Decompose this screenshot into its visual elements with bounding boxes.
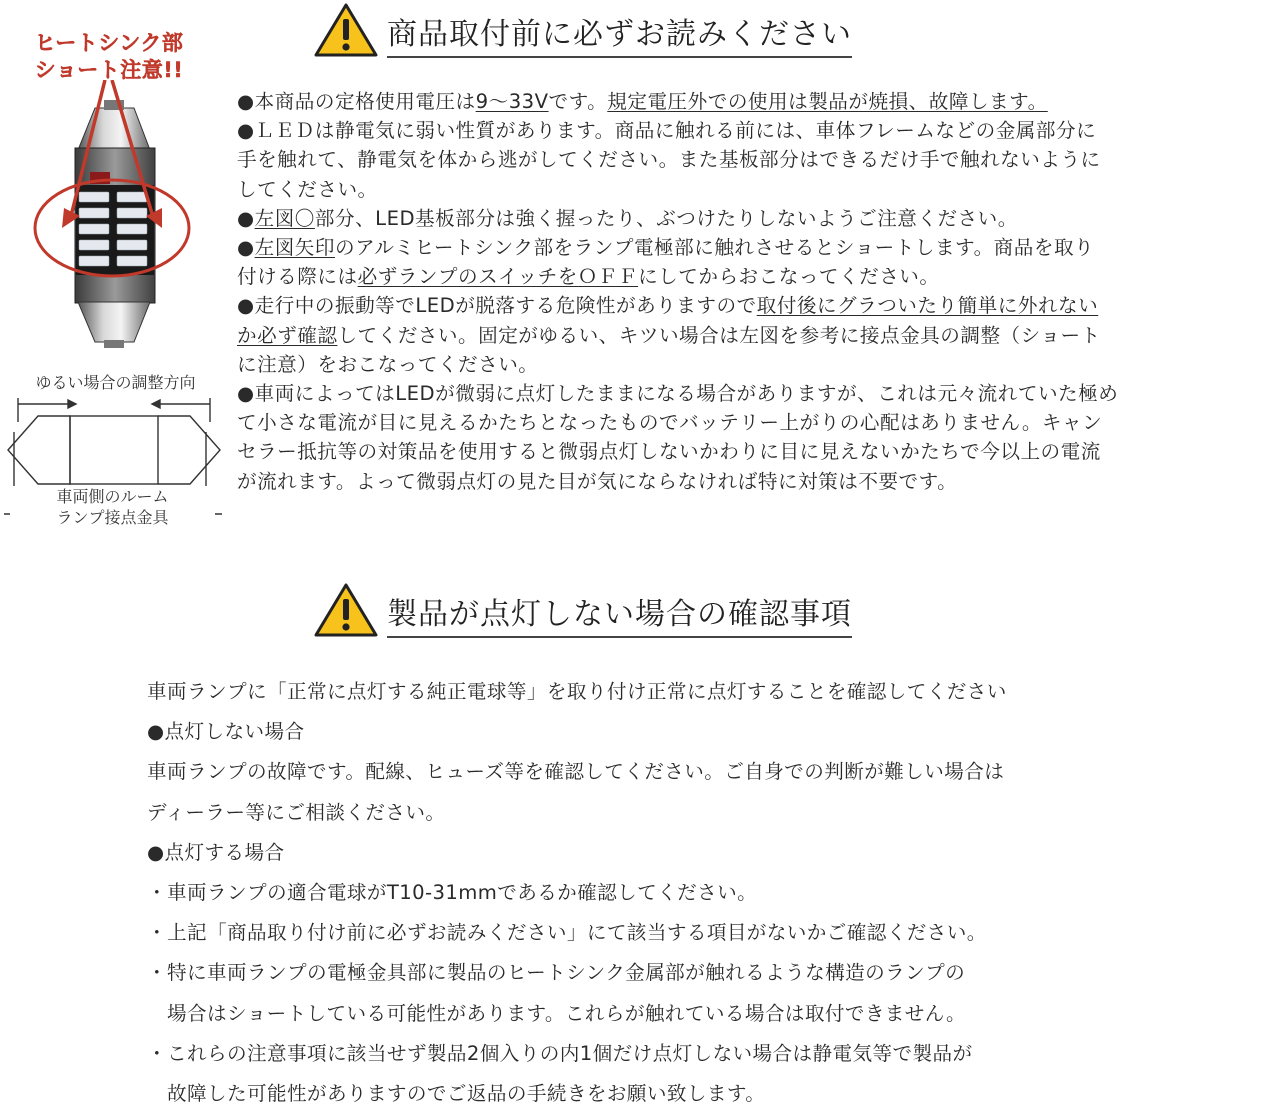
section1-text: ●車両によってはLEDが微弱に点灯したままになる場合がありますが、これは元々流れていた極め xyxy=(237,382,1119,405)
section1-underlined-text: 規定電圧外での使用は製品が焼損、故障します。 xyxy=(607,90,1048,113)
room-lamp-contact-line1: 車両側のルーム xyxy=(56,487,169,506)
section1-line xyxy=(237,350,1277,379)
heatsink-warning-line2: ショート注意!! xyxy=(34,58,184,82)
section1-title: 商品取付前に必ずお読みください xyxy=(387,16,852,58)
section1-text: してください。固定がゆるい、キツい場合は左図を参考に接点金具の調整（ショート xyxy=(337,323,1101,347)
section1-underlined-text: 9～33V xyxy=(475,90,549,113)
section1-text: です。 xyxy=(548,90,608,113)
section1-line xyxy=(237,291,1277,320)
section2-title: 製品が点灯しない場合の確認事項 xyxy=(387,596,852,638)
section2-line: ・これらの注意事項に該当せず製品2個入りの内1個だけ点灯しない場合は静電気等で製品が xyxy=(147,1041,973,1065)
section1-line xyxy=(237,262,1277,291)
section1-underlined-text: か必ず確認 xyxy=(237,323,338,347)
section1-line xyxy=(237,321,1277,350)
led-bulb-illustration xyxy=(0,80,230,360)
section2-line: ・上記「商品取り付け前に必ずお読みください」にて該当する項目がないかご確認ください。 xyxy=(147,921,987,945)
section1-text: が流れます。よって微弱点灯の見た目が気にならなければ特に対策は不要です。 xyxy=(237,469,958,493)
section1-text: にしてからおこなってください。 xyxy=(638,265,940,289)
section1-text: ●本商品の定格使用電圧は xyxy=(237,90,476,113)
section2-line: 故障した可能性がありますのでご返品の手続きをお願い致します。 xyxy=(147,1082,766,1105)
section2-line: ●点灯しない場合 xyxy=(147,720,305,744)
section1-heading xyxy=(313,2,852,58)
section1-underlined-text: 左図〇 xyxy=(254,206,315,230)
section1-line xyxy=(237,204,1277,233)
section1-text: 付ける際には xyxy=(237,265,358,289)
section2-line: 車両ランプに「正常に点灯する純正電球等」を取り付け正常に点灯することを確認してください xyxy=(147,680,1007,703)
adjustment-direction-label: ゆるい場合の調整方向 xyxy=(35,373,196,392)
section1-line xyxy=(237,175,1277,204)
section1-text: セラー抵抗等の対策品を使用すると微弱点灯しないかわりに目に見えないかたちで今以上の電流 xyxy=(237,440,1101,464)
section1-text: 手を触れて、静電気を体から逃がしてください。また基板部分はできるだけ手で触れないように xyxy=(237,148,1101,172)
heatsink-warning-line1: ヒートシンク部 xyxy=(34,31,184,55)
section2-line: 車両ランプの故障です。配線、ヒューズ等を確認してください。ご自身での判断が難しい場合は xyxy=(147,760,1005,784)
section2-line: 場合はショートしている可能性があります。これらが触れている場合は取付できません。 xyxy=(147,1001,966,1025)
section1-line xyxy=(237,408,1277,437)
section1-line xyxy=(237,116,1277,145)
section1-line xyxy=(237,437,1277,466)
section1-underlined-text: 取付後にグラついたり簡単に外れない xyxy=(756,294,1099,318)
section1-line xyxy=(237,467,1277,496)
heatsink-warning-label xyxy=(14,30,204,84)
section1-line xyxy=(237,233,1277,262)
section2-heading xyxy=(313,582,852,638)
section2-line: ・車両ランプの適合電球がT10-31mmであるか確認してください。 xyxy=(147,881,758,904)
section1-text: ●走行中の振動等でLEDが脱落する危険性がありますので xyxy=(237,294,757,318)
section1-text: のアルミヒートシンク部をランプ電極部に触れさせるとショートします。商品を取り xyxy=(334,236,1095,259)
warning-icon xyxy=(313,582,379,638)
section1-underlined-text: 左図矢印 xyxy=(254,236,335,259)
room-lamp-contact-label xyxy=(10,486,215,528)
section2-line: ●点灯する場合 xyxy=(147,840,285,864)
section1-underlined-text: 必ずランプのスイッチをＯＦＦ xyxy=(357,265,639,289)
section1-text: に注意）をおこなってください。 xyxy=(237,352,539,376)
section1-line xyxy=(237,145,1277,174)
section1-line xyxy=(237,87,1277,116)
section2-line: ・特に車両ランプの電極金具部に製品のヒートシンク金属部が触れるような構造のランプの xyxy=(147,961,966,985)
section1-text: してください。 xyxy=(237,177,378,201)
section1-text: 部分、LED基板部分は強く握ったり、ぶつけたりしないようご注意ください。 xyxy=(314,206,1018,230)
section2-line: ディーラー等にご相談ください。 xyxy=(147,800,446,824)
section1-line xyxy=(237,379,1277,408)
warning-icon xyxy=(313,2,379,58)
section1-text: て小さな電流が目に見えるかたちとなったものでバッテリー上がりの心配はありません。キャン xyxy=(237,411,1103,435)
section1-text: ●ＬＥＤは静電気に弱い性質があります。商品に触れる前には、車体フレームなどの金属部分に xyxy=(237,119,1097,143)
section1-text: ● xyxy=(237,236,255,259)
room-lamp-contact-line2: ランプ接点金具 xyxy=(56,508,169,527)
section1-text: ● xyxy=(237,206,255,230)
